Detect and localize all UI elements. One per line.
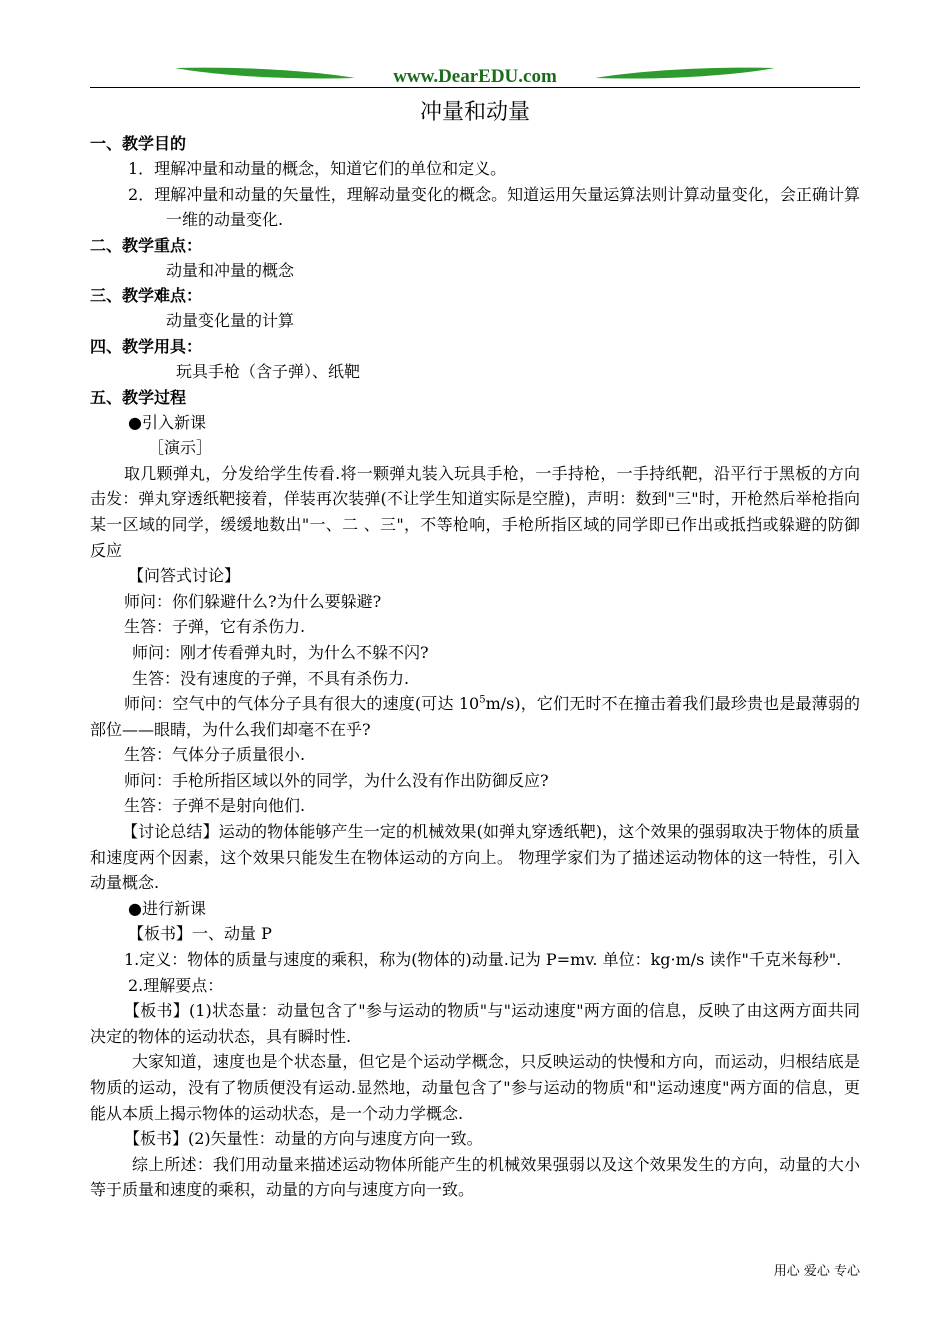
dialog-line: 生答：没有速度的子弹，不具有杀伤力. — [132, 668, 410, 688]
section-heading: 五、教学过程 — [90, 387, 187, 407]
list-item: 2．理解冲量和动量的矢量性，理解动量变化的概念。知道运用矢量运算法则计算动量变化，会正确计算一维的动量变化. — [128, 184, 860, 230]
exponent: 5 — [479, 694, 486, 706]
qa-title: 【问答式讨论】 — [128, 566, 241, 586]
subsection-bullet: ●进行新课 — [128, 898, 206, 918]
dialog-line — [90, 691, 860, 742]
dialog-line: 师问：你们躲避什么?为什么要躲避? — [124, 591, 382, 611]
list-item: 1．理解冲量和动量的概念，知道它们的单位和定义。 — [128, 159, 507, 178]
dialog-line: 生答：气体分子质量很小. — [124, 745, 306, 765]
dialog-text: 师问：空气中的气体分子具有很大的速度(可达 10 — [124, 694, 480, 714]
dialog-line: 师问：手枪所指区域以外的同学，为什么没有作出防御反应? — [124, 770, 549, 790]
paragraph: 2.理解要点： — [128, 975, 224, 995]
paragraph: 综上所述：我们用动量来描述运动物体所能产生的机械效果强弱以及这个效果发生的方向，动量的大小等于质量和速度的乘积，动量的方向与速度方向一致。 — [90, 1154, 860, 1200]
document-body — [90, 96, 860, 1203]
dialog-line: 师问：刚才传看弹丸时，为什么不躲不闪? — [132, 642, 429, 662]
right-swoosh-icon — [595, 68, 775, 79]
board-note: 【板书】一、动量 P — [128, 924, 272, 944]
dialog-line: 生答：子弹不是射向他们. — [124, 796, 306, 816]
section-heading: 三、教学难点： — [90, 286, 203, 306]
demo-label: ［演示］ — [148, 438, 213, 458]
dialog-text: m/s)，它们无时不在撞击着我们最珍贵也是最薄弱的部位——眼睛，为什么我们却毫不在乎? — [90, 694, 860, 739]
section-content: 动量变化量的计算 — [166, 311, 295, 331]
page-title: 冲量和动量 — [419, 100, 530, 125]
paragraph: 1.定义：物体的质量与速度的乘积，称为(物体的)动量.记为 P=mv. 单位：kg·m/s 读作"千克米每秒". — [124, 950, 842, 970]
paragraph: 大家知道，速度也是个状态量，但它是个运动学概念，只反映运动的快慢和方向，而运动，归根结底是物质的运动，没有了物质便没有运动.显然地，动量包含了"参与运动的物质"和"运动速度"两方面的信息，更能从本质上揭示物体的运动状态，是一个动力学概念. — [90, 1052, 860, 1123]
section-heading: 一、教学目的 — [90, 134, 187, 153]
paragraph: 取几颗弹丸，分发给学生传看.将一颗弹丸装入玩具手枪，一手持枪，一手持纸靶，沿平行于黑板的方向击发：弹丸穿透纸靶接着，佯装再次装弹(不让学生知道实际是空膛)，声明：数到"三"时，开枪然后举枪指向某一区域的同学，缓缓地数出"一、二 、三"，不等枪响，手枪所指区域的同学即已作出或抵挡或躲避的防御反应 — [90, 463, 860, 560]
left-swoosh-icon — [175, 68, 355, 79]
section-content: 动量和冲量的概念 — [166, 260, 295, 280]
board-note: 【板书】(2)矢量性：动量的方向与速度方向一致。 — [124, 1129, 483, 1149]
logo-text: www.DearEDU.com — [393, 66, 557, 87]
section-heading: 二、教学重点： — [90, 235, 203, 255]
header-divider — [90, 87, 860, 88]
subsection-bullet: ●引入新课 — [128, 412, 206, 432]
section-content: 玩具手枪（含子弹）、纸靶 — [176, 361, 361, 381]
dialog-line: 生答：子弹，它有杀伤力. — [124, 617, 306, 637]
paragraph: 【讨论总结】运动的物体能够产生一定的机械效果(如弹丸穿透纸靶)，这个效果的强弱取决于物体的质量和速度两个因素，这个效果只能发生在物体运动的方向上。 物理学家们为了描述运动物体的这一特性，引入动量概念. — [90, 822, 860, 893]
board-note: 【板书】(1)状态量：动量包含了"参与运动的物质"与"运动速度"两方面的信息，反映了由这两方面共同决定的物体的运动状态，具有瞬时性. — [90, 1001, 860, 1046]
footer-slogan: 用心 爱心 专心 — [773, 1264, 860, 1279]
section-heading: 四、教学用具： — [90, 336, 203, 356]
